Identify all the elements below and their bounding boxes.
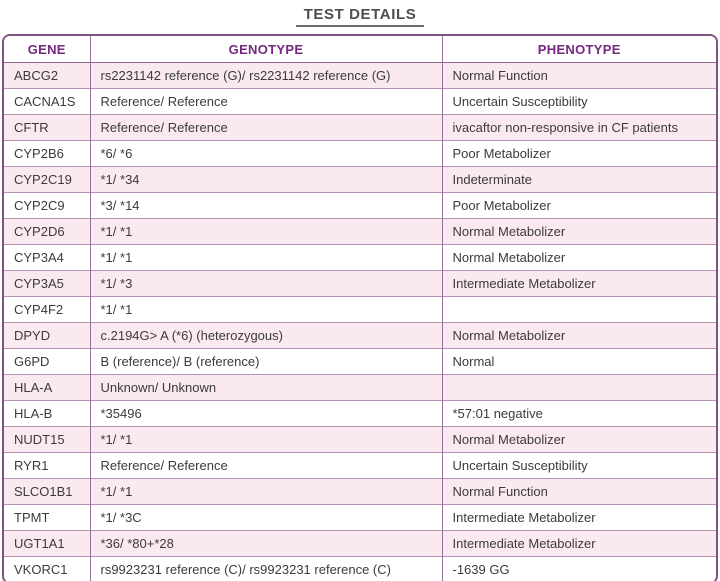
table-row [4, 453, 716, 479]
phenotype-cell: Normal Function [442, 63, 716, 89]
phenotype-cell: Intermediate Metabolizer [442, 531, 716, 557]
gene-cell: HLA-A [4, 375, 90, 401]
header-row [4, 36, 716, 63]
gene-cell: NUDT15 [4, 427, 90, 453]
table-row [4, 89, 716, 115]
gene-cell: CYP2C9 [4, 193, 90, 219]
phenotype-cell: Intermediate Metabolizer [442, 271, 716, 297]
phenotype-cell: *57:01 negative [442, 401, 716, 427]
table-row [4, 401, 716, 427]
gene-cell: CYP3A4 [4, 245, 90, 271]
phenotype-cell: Uncertain Susceptibility [442, 89, 716, 115]
genotype-cell: rs2231142 reference (G)/ rs2231142 reference (G) [90, 63, 442, 89]
phenotype-cell: Intermediate Metabolizer [442, 505, 716, 531]
table-row [4, 297, 716, 323]
genotype-cell: *1/ *3C [90, 505, 442, 531]
gene-cell: RYR1 [4, 453, 90, 479]
genotype-cell: B (reference)/ B (reference) [90, 349, 442, 375]
genotype-cell: *1/ *1 [90, 245, 442, 271]
page-title: TEST DETAILS [296, 5, 425, 27]
column-header-gene: GENE [4, 36, 90, 63]
genotype-cell: rs9923231 reference (C)/ rs9923231 reference (C) [90, 557, 442, 581]
table-row [4, 505, 716, 531]
table-row [4, 557, 716, 581]
phenotype-cell: Normal Metabolizer [442, 245, 716, 271]
gene-cell: CFTR [4, 115, 90, 141]
phenotype-cell: Poor Metabolizer [442, 193, 716, 219]
genotype-cell: c.2194G> A (*6) (heterozygous) [90, 323, 442, 349]
genotype-cell: Reference/ Reference [90, 115, 442, 141]
phenotype-cell: Normal Metabolizer [442, 427, 716, 453]
gene-cell: CACNA1S [4, 89, 90, 115]
table-row [4, 271, 716, 297]
gene-cell: G6PD [4, 349, 90, 375]
column-header-genotype: GENOTYPE [90, 36, 442, 63]
gene-cell: VKORC1 [4, 557, 90, 581]
test-details-table [2, 34, 718, 581]
genotype-cell: *3/ *14 [90, 193, 442, 219]
phenotype-cell: Poor Metabolizer [442, 141, 716, 167]
phenotype-cell: Normal Metabolizer [442, 219, 716, 245]
table-row [4, 375, 716, 401]
phenotype-cell: ivacaftor non-responsive in CF patients [442, 115, 716, 141]
genotype-cell: Reference/ Reference [90, 89, 442, 115]
gene-results-table [4, 36, 716, 581]
genotype-cell: *1/ *34 [90, 167, 442, 193]
phenotype-cell: Uncertain Susceptibility [442, 453, 716, 479]
table-row [4, 219, 716, 245]
phenotype-cell: -1639 GG [442, 557, 716, 581]
genotype-cell: *1/ *3 [90, 271, 442, 297]
gene-cell: HLA-B [4, 401, 90, 427]
genotype-cell: *1/ *1 [90, 297, 442, 323]
title-section [0, 5, 720, 27]
phenotype-cell [442, 297, 716, 323]
gene-cell: CYP2B6 [4, 141, 90, 167]
table-row [4, 349, 716, 375]
gene-cell: DPYD [4, 323, 90, 349]
phenotype-cell [442, 375, 716, 401]
table-row [4, 479, 716, 505]
table-row [4, 245, 716, 271]
genotype-cell: Unknown/ Unknown [90, 375, 442, 401]
gene-cell: UGT1A1 [4, 531, 90, 557]
table-row [4, 63, 716, 89]
genotype-cell: *6/ *6 [90, 141, 442, 167]
table-row [4, 167, 716, 193]
genotype-cell: *36/ *80+*28 [90, 531, 442, 557]
genotype-cell: *1/ *1 [90, 479, 442, 505]
gene-cell: ABCG2 [4, 63, 90, 89]
phenotype-cell: Normal Function [442, 479, 716, 505]
gene-cell: CYP2D6 [4, 219, 90, 245]
table-row [4, 141, 716, 167]
gene-cell: SLCO1B1 [4, 479, 90, 505]
table-row [4, 193, 716, 219]
genotype-cell: *1/ *1 [90, 427, 442, 453]
genotype-cell: *1/ *1 [90, 219, 442, 245]
table-row [4, 115, 716, 141]
table-header [4, 36, 716, 63]
gene-cell: CYP4F2 [4, 297, 90, 323]
column-header-phenotype: PHENOTYPE [442, 36, 716, 63]
gene-cell: CYP3A5 [4, 271, 90, 297]
table-body [4, 63, 716, 581]
phenotype-cell: Normal Metabolizer [442, 323, 716, 349]
gene-cell: CYP2C19 [4, 167, 90, 193]
table-row [4, 323, 716, 349]
genotype-cell: *35496 [90, 401, 442, 427]
phenotype-cell: Indeterminate [442, 167, 716, 193]
genotype-cell: Reference/ Reference [90, 453, 442, 479]
table-row [4, 531, 716, 557]
table-row [4, 427, 716, 453]
phenotype-cell: Normal [442, 349, 716, 375]
gene-cell: TPMT [4, 505, 90, 531]
